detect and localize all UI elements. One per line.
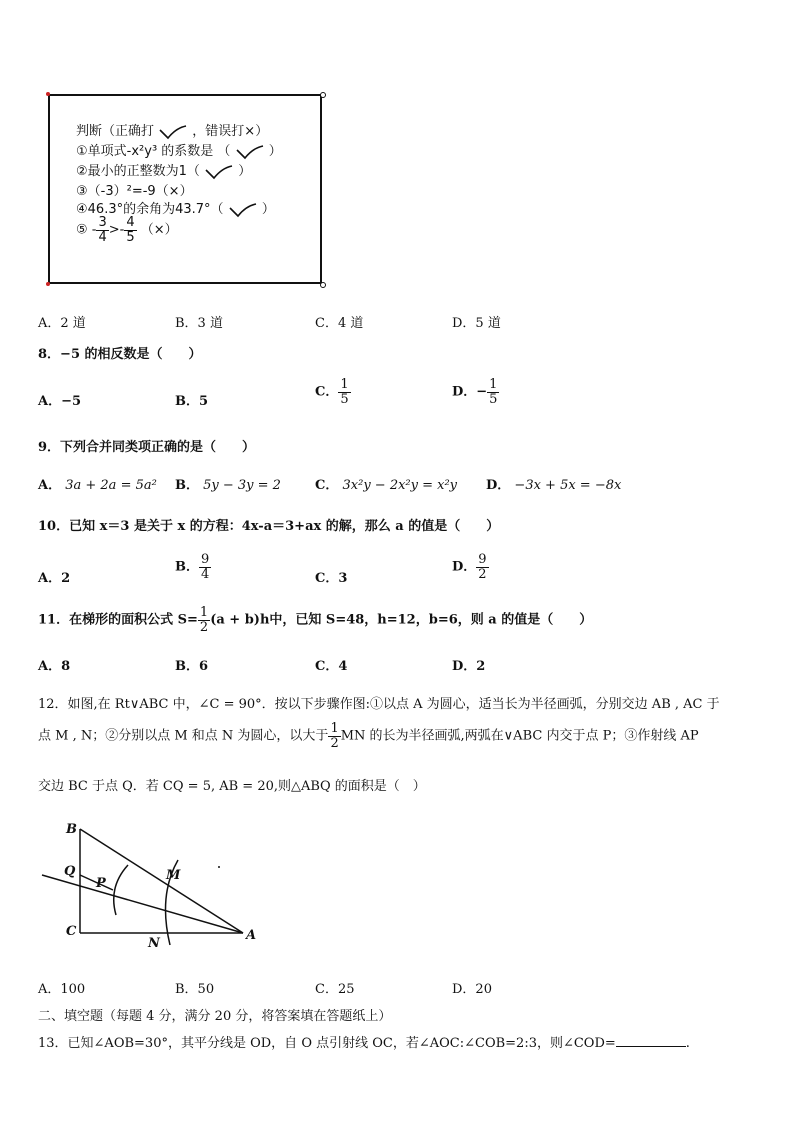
check-mark-icon xyxy=(158,124,188,140)
fraction: $\frac{1}{5}$ xyxy=(489,377,498,407)
fraction: $\frac{1}{2}$ xyxy=(199,605,209,635)
q9-option-b[interactable]: B． 5y − 3y = 2 xyxy=(175,478,281,493)
q10-option-d[interactable]: D． $\frac{9}{2}$ xyxy=(452,552,487,582)
q12-option-b[interactable]: B．50 xyxy=(175,982,215,997)
q8-option-c[interactable]: C． $\frac{1}{5}$ xyxy=(315,377,349,407)
label-m: M xyxy=(166,868,181,883)
q10-option-b[interactable]: B． $\frac{9}{4}$ xyxy=(175,552,210,582)
label-a: A xyxy=(246,928,257,943)
q9-option-a[interactable]: A． 3a + 2a = 5a² xyxy=(38,478,157,493)
label-c: C xyxy=(66,924,77,939)
q10-option-c[interactable]: C．3 xyxy=(315,571,348,586)
q8-option-d[interactable]: D．− $\frac{1}{5}$ xyxy=(452,377,498,407)
fraction: $\frac{3}{4}$ xyxy=(98,215,107,245)
q7-option-b[interactable]: B．3 道 xyxy=(175,316,223,331)
q11-option-b[interactable]: B．6 xyxy=(175,659,209,674)
q12-option-c[interactable]: C．25 xyxy=(315,982,355,997)
corner-dot xyxy=(320,92,326,98)
q11-option-c[interactable]: C．4 xyxy=(315,659,348,674)
judge-title: 判断（正确打 ，错误打×） xyxy=(76,124,269,139)
label-q: Q xyxy=(64,864,76,879)
fraction: $\frac{9}{2}$ xyxy=(478,552,487,582)
corner-dot xyxy=(46,282,50,286)
q13-stem: 13．已知∠AOB=30°，其平分线是 OD，自 O 点引射线 OC，若∠AOC:∠COB=2:3，则∠COD= . xyxy=(38,1036,690,1051)
judge-item-5: ⑤ - $\frac{3}{4}$ >- $\frac{4}{5}$ （×） xyxy=(76,215,178,245)
q11-option-a[interactable]: A．8 xyxy=(38,659,71,674)
q10-stem: 10．已知 x＝3 是关于 x 的方程：4x-a＝3+ax 的解，那么 a 的值是（ ） xyxy=(38,519,500,534)
check-mark-icon xyxy=(228,202,258,218)
answer-blank[interactable] xyxy=(616,1046,686,1047)
q9-stem: 9．下列合并同类项正确的是（ ） xyxy=(38,440,256,455)
q8-option-a[interactable]: A．−5 xyxy=(38,394,82,409)
q12-stem-line-1: 12．如图,在 Rt∨ABC 中，∠C = 90°．按以下步骤作图:①以点 A 为圆心，适当长为半径画弧，分别交边 AB , AC 于 xyxy=(38,697,720,712)
q12-option-d[interactable]: D．20 xyxy=(452,982,492,997)
label-n: N xyxy=(148,936,160,951)
q7-option-d[interactable]: D．5 道 xyxy=(452,316,501,331)
q12-option-a[interactable]: A．100 xyxy=(38,982,86,997)
q10-option-a[interactable]: A．2 xyxy=(38,571,71,586)
q8-option-b[interactable]: B．5 xyxy=(175,394,209,409)
q11-stem: 11．在梯形的面积公式 S= $\frac{1}{2}$ (a + b)h中，已知 S=48，h=12，b=6，则 a 的值是（ ） xyxy=(38,605,593,635)
check-mark-icon xyxy=(235,144,265,160)
judge-item-3: ③（-3）²=-9（×） xyxy=(76,184,193,199)
judge-item-1: ①单项式-x²y³ 的系数是 （ ） xyxy=(76,144,282,159)
check-mark-icon xyxy=(204,164,234,180)
q7-option-a[interactable]: A．2 道 xyxy=(38,316,86,331)
label-b: B xyxy=(66,822,77,837)
q8-stem: 8．−5 的相反数是（ ） xyxy=(38,347,202,362)
fraction: $\frac{4}{5}$ xyxy=(126,215,135,245)
fraction: $\frac{1}{5}$ xyxy=(340,377,349,407)
label-p: P xyxy=(96,876,106,891)
q11-option-d[interactable]: D．2 xyxy=(452,659,486,674)
judge-item-4: ④46.3°的余角为43.7°（ ） xyxy=(76,202,275,217)
q9-option-c[interactable]: C． 3x²y − 2x²y = x²y xyxy=(315,478,458,493)
q12-stem-line-3: 交边 BC 于点 Q．若 CQ = 5, AB = 20,则△ABQ 的面积是（ ） xyxy=(38,779,426,794)
corner-dot xyxy=(46,92,50,96)
judge-box xyxy=(48,94,322,284)
corner-dot xyxy=(320,282,326,288)
judge-item-2: ②最小的正整数为1（ ） xyxy=(76,164,252,179)
q7-option-c[interactable]: C．4 道 xyxy=(315,316,364,331)
q9-option-d[interactable]: D． −3x + 5x = −8x xyxy=(486,478,622,493)
q12-stem-line-2: 点 M , N；②分别以点 M 和点 N 为圆心，以大于 $\frac{1}{2}$ MN 的长为半径画弧,两弧在∨ABC 内交于点 P；③作射线 AP xyxy=(38,721,699,751)
section-heading: 二、填空题（每题 4 分，满分 20 分，将答案填在答题纸上） xyxy=(38,1009,392,1024)
fraction: $\frac{1}{2}$ xyxy=(330,721,339,751)
triangle-figure xyxy=(38,815,278,955)
fraction: $\frac{9}{4}$ xyxy=(201,552,210,582)
